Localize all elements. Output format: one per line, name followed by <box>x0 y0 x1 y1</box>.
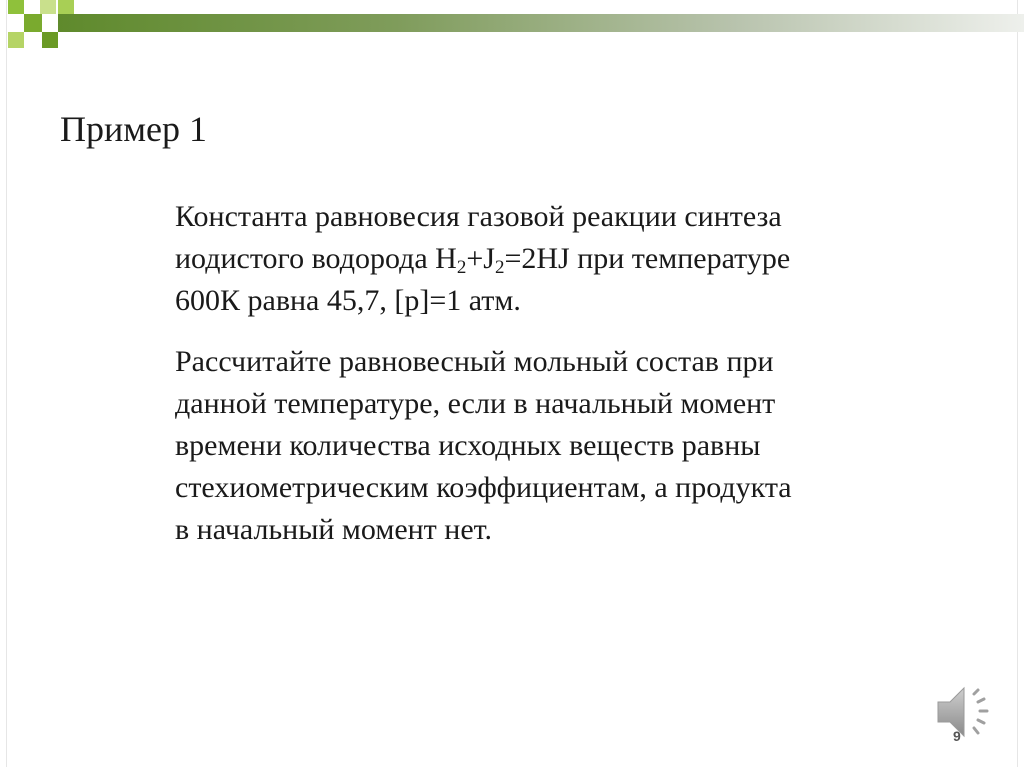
subscript: 2 <box>494 257 505 278</box>
text-line: 600К равна 45,7, [p]=1 атм. <box>175 284 521 317</box>
text-line: Константа равновесия газовой реакции синтеза <box>175 200 782 233</box>
subscript: 2 <box>456 257 467 278</box>
title-gradient-bar <box>58 14 1024 32</box>
decor-square <box>42 32 58 48</box>
speaker-icon[interactable] <box>934 680 998 744</box>
decor-square <box>8 32 24 48</box>
decor-square <box>8 0 24 14</box>
slide-title: Пример 1 <box>60 109 208 149</box>
text-line: +J <box>466 242 495 275</box>
right-border <box>1017 0 1018 767</box>
page-number: 9 <box>953 728 961 744</box>
text-line: =2HJ при температуре <box>504 242 791 275</box>
text-line: иодистого водорода H <box>175 242 457 275</box>
decor-square <box>40 0 56 14</box>
left-border <box>6 0 7 767</box>
text-line: времени количества исходных веществ равны <box>175 429 761 462</box>
decor-square <box>58 0 74 14</box>
decor-square <box>24 14 42 32</box>
task-statement <box>175 341 915 551</box>
text-line: Рассчитайте равновесный мольный состав при <box>175 345 774 378</box>
problem-statement <box>175 196 915 322</box>
text-line: в начальный момент нет. <box>175 513 493 546</box>
text-line: данной температуре, если в начальный момент <box>175 387 776 420</box>
text-line: стехиометрическим коэффициентам, а продукта <box>175 471 792 504</box>
